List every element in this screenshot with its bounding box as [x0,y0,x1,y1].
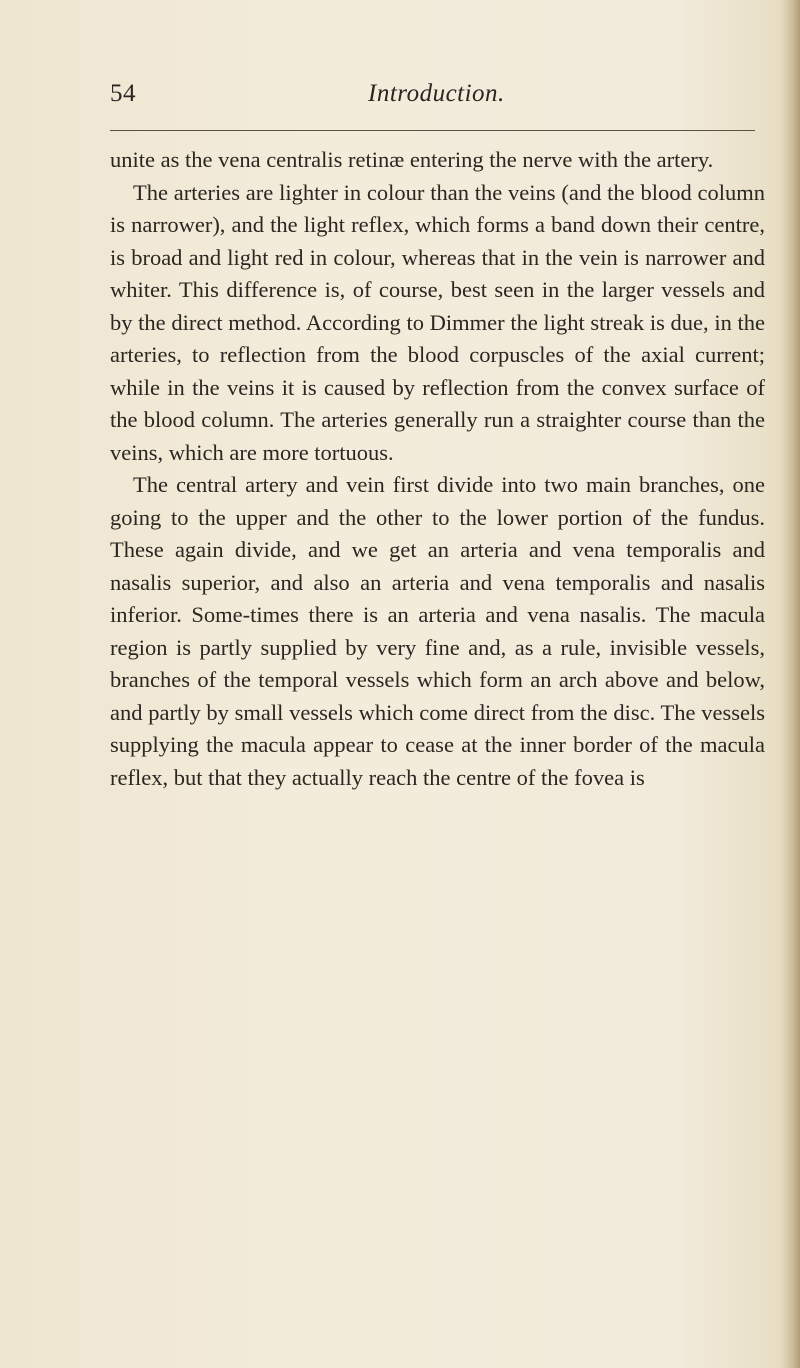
paragraph-branches: The central artery and vein first divide into two main branches, one going to the upper and the other to the lower portion of the fundus. These again divide, and we get an arteria and vena temporalis and nasalis superior, and also an arteria and vena temporalis and nasalis inferior. Some-times there is an arteria and vena nasalis. The macula region is partly supplied by very fine and, as a rule, invisible vessels, branches of the temporal vessels which form an arch above and below, and partly by small vessels which come direct from the disc. The vessels supplying the macula appear to cease at the inner border of the macula reflex, but that they actually reach the centre of the fovea is [110,472,765,790]
page-edge-shadow [782,0,800,1368]
running-title: Introduction. [368,80,505,107]
page-number: 54 [110,80,136,107]
paragraph-continuation: unite as the vena centralis retinæ entering the nerve with the artery. [110,147,714,172]
paragraph-arteries-veins: The arteries are lighter in colour than the veins (and the blood column is narrower), and the light reflex, which forms a band down their centre, is broad and light red in colour, whereas that in the vein is narrower and whiter. This difference is, of course, best seen in the larger vessels and by the direct method. According to Dimmer the light streak is due, in the arteries, to reflection from the blood corpuscles of the axial current; while in the veins it is caused by reflection from the convex surface of the blood column. The arteries generally run a straighter course than the veins, which are more tortuous. [110,179,765,465]
header-rule [110,130,755,131]
body-text [110,144,765,794]
page-header [110,80,760,116]
